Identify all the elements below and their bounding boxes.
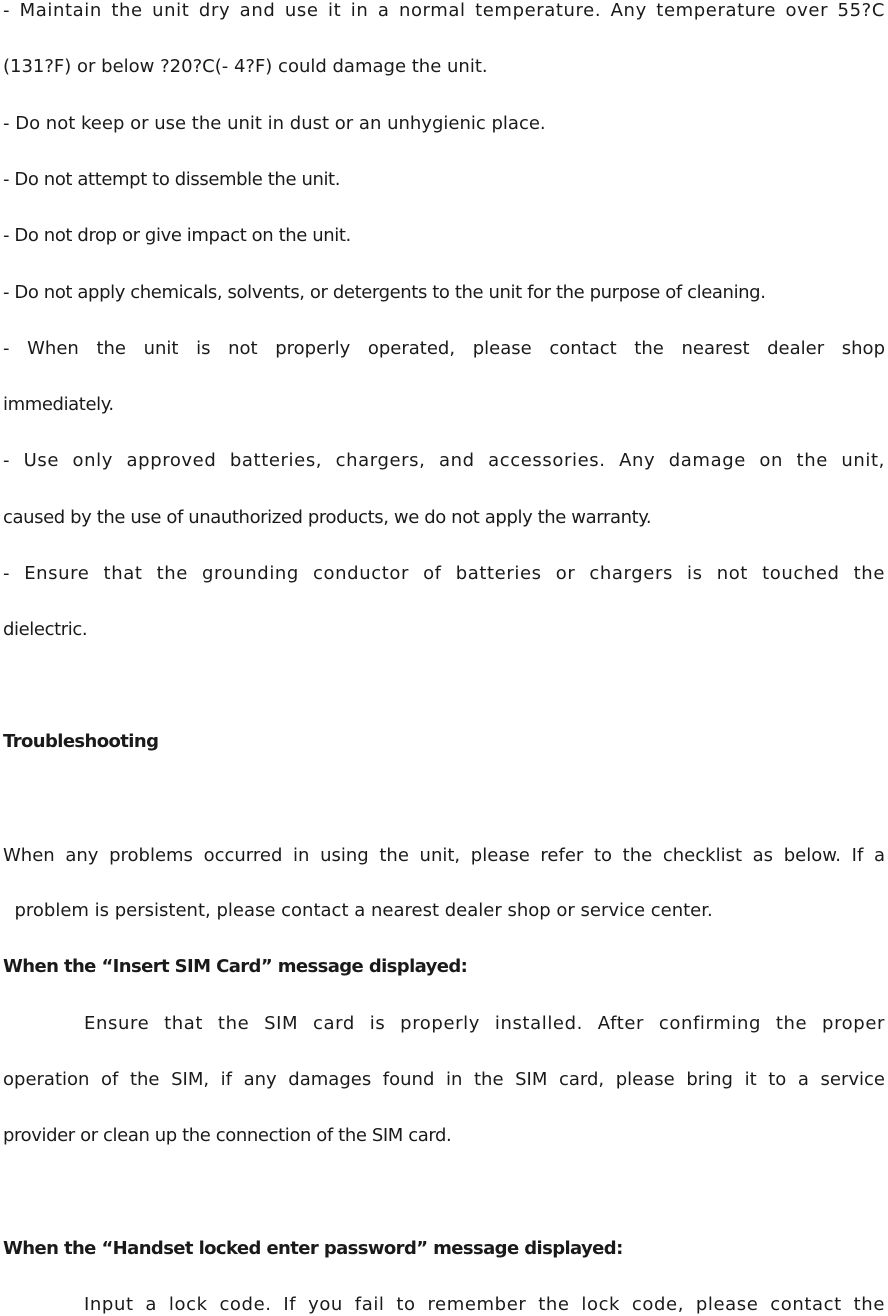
safety-note-grounding-line-2: dielectric. (3, 619, 88, 640)
safety-note-approved-line-1: - Use only approved batteries, chargers, and accessories. Any damage on the unit, (3, 450, 885, 471)
safety-note-drop: - Do not drop or give impact on the unit. (3, 225, 351, 246)
sim-card-text-line-1: Ensure that the SIM card is properly installed. After confirming the proper (84, 1013, 885, 1034)
troubleshooting-heading: Troubleshooting (3, 731, 159, 752)
handset-locked-subheading: When the “Handset locked enter password” message displayed: (3, 1238, 623, 1259)
safety-note-temperature-line-1: - Maintain the unit dry and use it in a normal temperature. Any temperature over 55?C (3, 0, 885, 21)
safety-note-grounding-line-1: - Ensure that the grounding conductor of batteries or chargers is not touched the (3, 563, 885, 584)
troubleshooting-intro-line-1: When any problems occurred in using the unit, please refer to the checklist as below. If a (3, 845, 885, 866)
sim-card-text-line-2: operation of the SIM, if any damages found in the SIM card, please bring it to a service (3, 1069, 885, 1090)
safety-note-dust: - Do not keep or use the unit in dust or an unhygienic place. (3, 113, 546, 134)
sim-card-text-line-3: provider or clean up the connection of the SIM card. (3, 1125, 452, 1146)
safety-note-dealer-line-2: immediately. (3, 394, 114, 415)
safety-note-approved-line-2: caused by the use of unauthorized products, we do not apply the warranty. (3, 507, 652, 528)
safety-note-chemicals: - Do not apply chemicals, solvents, or detergents to the unit for the purpose of cleaning. (3, 282, 766, 303)
handset-locked-text-line-1: Input a lock code. If you fail to remember the lock code, please contact the (84, 1294, 885, 1315)
safety-note-temperature-line-2: (131?F) or below ?20?C(- 4?F) could damage the unit. (3, 56, 488, 77)
sim-card-subheading: When the “Insert SIM Card” message displayed: (3, 956, 468, 977)
safety-note-dealer-line-1: - When the unit is not properly operated, please contact the nearest dealer shop (3, 338, 885, 359)
safety-note-dissemble: - Do not attempt to dissemble the unit. (3, 169, 341, 190)
troubleshooting-intro-line-2: problem is persistent, please contact a nearest dealer shop or service center. (3, 900, 713, 921)
